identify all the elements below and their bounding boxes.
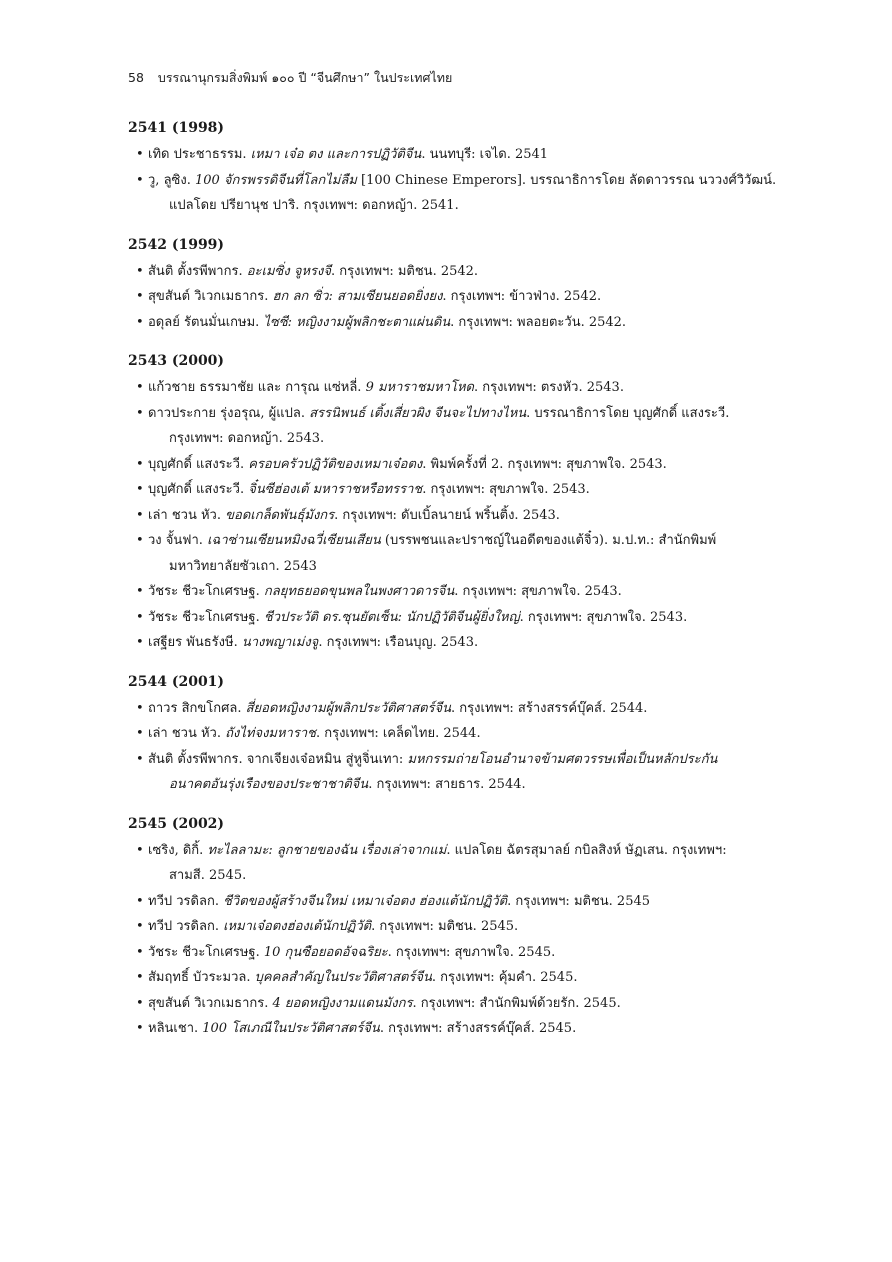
entry-title: 100 จักรพรรดิจีนที่โลกไม่ลืม [194,172,357,188]
entry-author: หลินเชา. [148,1021,203,1036]
bullet-icon: • [136,172,144,188]
entry-author: บุญศักดิ์ แสงระวี. [148,456,249,472]
entry-details-continued: มหาวิทยาลัยซัวเถา. 2543 [169,558,317,574]
entry-details: . กรุงเทพฯ: ข้าวฟ่าง. 2542. [442,289,602,304]
bullet-icon: • [136,533,144,548]
entry-line [148,457,667,472]
entry-title: ฮก ลก ซิ่ว: สามเซียนยอดยิ่งยง [272,289,443,304]
entry-line [148,919,518,934]
entry-line [148,508,560,523]
entry-line [148,752,717,767]
bibliography-entry [128,503,778,529]
entry-title: 100 โสเภณีในประวัติศาสตร์จีน [202,1021,380,1036]
bibliography-entry [128,375,778,401]
entry-title: นางพญาเม่งจู [241,635,319,650]
entry-details: . กรุงเทพฯ: สำนักพิมพ์ด้วยรัก. 2545. [412,995,621,1011]
entry-line [148,970,577,985]
bibliography-entry [128,401,778,452]
entry-title: ชีวิตของผู้สร้างจีนใหม่ เหมาเจ๋อตง ฮ่องแต้นักปฏิวัติ [223,893,508,909]
bullet-icon: • [136,919,144,934]
entry-details-continued: แปลโดย ปรียานุช ปาริ. กรุงเทพฯ: ดอกหญ้า. 2541. [169,198,459,213]
entry-author: เล่า ชวน หัว. [148,726,226,741]
entry-details: . กรุงเทพฯ: สร้างสรรค์บุ๊คส์. 2545. [379,1021,577,1036]
entry-line [148,945,555,960]
entry-author: วู, ลูซิง. [148,172,195,188]
bullet-icon: • [136,609,144,625]
entry-author: สัมฤทธิ์ บัวระมวล. [148,970,255,985]
entry-author: สันติ ตั้งรพีพากร. จากเจียงเจ๋อหมิน สู่หูจิ่นเทา: [148,751,408,767]
entry-author: เซริง, ดิกิ้. [148,842,208,858]
entry-line [148,406,729,421]
entry-title: ไซซี: หญิงงามผู้พลิกชะตาแผ่นดิน [263,314,451,330]
entry-author: เทิด ประชาธรรม. [148,147,251,162]
entry-details: . กรุงเทพฯ: คุ้มคำ. 2545. [431,970,578,985]
entry-line [148,289,601,304]
entry-details: . กรุงเทพฯ: มติชน. 2542. [330,263,479,279]
bullet-icon: • [136,507,144,523]
entry-author: วัชระ ชีวะโกเศรษฐ. [148,944,264,960]
bibliography-entry [128,1016,778,1042]
bullet-icon: • [136,842,144,858]
entry-line [148,894,650,909]
bibliography-entry [128,579,778,605]
entry-title: จิ๋นซีฮ่องเต้ มหาราชหรือทรราช [248,482,423,497]
bullet-icon: • [136,893,144,909]
entry-author: สุขสันต์ วิเวกเมธากร. [148,289,273,304]
entry-continuation [148,554,778,580]
entry-line [148,380,624,395]
year-heading: 2545 (2002) [128,815,225,832]
entry-line [148,726,481,741]
entry-line [148,1021,576,1036]
entry-title: เหมา เจ๋อ ตง และการปฏิวัติจีน [250,147,422,162]
entry-title: สี่ยอดหญิงงามผู้พลิกประวัติศาสตร์จีน [245,700,452,716]
entry-details: . แปลโดย ฉัตรสุมาลย์ กบิลสิงห์ ษัฏเสน. กรุงเทพฯ: [446,842,727,858]
entry-details: . กรุงเทพฯ: เรือนบุญ. 2543. [318,635,479,650]
bibliography-entry [128,528,778,579]
entry-line [148,635,478,650]
year-section [128,814,778,1042]
bibliography-entry [128,284,778,310]
year-heading: 2544 (2001) [128,673,225,690]
entry-title: กลยุทธยอดขุนพลในพงศาวดารจีน [263,584,455,599]
entry-details: . กรุงเทพฯ: มติชน. 2545 [507,893,651,909]
bibliography-entry [128,168,778,219]
entry-continuation [148,193,778,219]
entry-line [148,173,776,188]
bullet-icon: • [136,944,144,960]
entry-author: สุขสันต์ วิเวกเมธากร. [148,995,273,1011]
entry-author: ทวีป วรดิลก. [148,893,224,909]
bullet-icon: • [136,289,144,304]
bullet-icon: • [136,751,144,767]
entry-details: . กรุงเทพฯ: สายธาร. 2544. [368,777,526,792]
bullet-icon: • [136,970,144,985]
entry-author: สันติ ตั้งรพีพากร. [148,263,247,279]
entry-continuation [148,772,778,798]
entry-title: 4 ยอดหญิงงามแดนมังกร [272,995,413,1011]
entry-details: . กรุงเทพฯ: เคล็ดไทย. 2544. [315,726,481,741]
bullet-icon: • [136,726,144,741]
bibliography-entry [128,747,778,798]
entry-title: สรรนิพนธ์ เติ้งเสี่ยวผิง จีนจะไปทางไหน [309,405,527,421]
entry-author: วัชระ ชีวะโกเศรษฐ. [148,609,264,625]
bibliography-entry [128,696,778,722]
entry-list [128,696,778,798]
entry-line [148,482,590,497]
entry-details: [100 Chinese Emperors]. บรรณาธิการโดย ลัดดาวรรณ นววงศ์วิวัฒน์. [356,172,777,188]
entry-title: เฉาซ่านเซียนหมิงฉวี่เซียนเสียน [207,533,381,548]
entry-details: . กรุงเทพฯ: สุขภาพใจ. 2543. [454,584,622,599]
bibliography-entry [128,838,778,889]
year-heading: 2541 (1998) [128,120,225,136]
bibliography-content [128,118,778,1058]
entry-line [148,996,621,1011]
entry-details: . กรุงเทพฯ: มติชน. 2545. [371,919,519,934]
entry-author: วง จั้นฟา. [148,533,208,548]
entry-line [148,584,622,599]
bibliography-entry [128,940,778,966]
entry-author: บุญศักดิ์ แสงระวี. [148,482,249,497]
entry-author: เสฐียร พันธรังษี. [148,635,242,650]
entry-author: ดาวประกาย รุ่งอรุณ, ผู้แปล. [148,405,310,421]
bibliography-entry [128,310,778,336]
entry-author: ทวีป วรดิลก. [148,919,224,934]
entry-continuation [148,426,778,452]
entry-details: . กรุงเทพฯ: สุขภาพใจ. 2543. [422,482,590,497]
bullet-icon: • [136,456,144,472]
entry-details: . กรุงเทพฯ: พลอยตะวัน. 2542. [450,314,627,330]
bullet-icon: • [136,314,144,330]
bullet-icon: • [136,1021,144,1036]
entry-line [148,315,626,330]
bibliography-entry [128,965,778,991]
entry-line [148,610,687,625]
year-heading: 2542 (1999) [128,236,225,253]
entry-title: อะเมซิ่ง จูหรงจี [246,263,331,279]
entry-list [128,142,778,219]
entry-line [148,533,716,548]
entry-details: . กรุงเทพฯ: สุขภาพใจ. 2543. [519,609,688,625]
entry-details: (บรรพชนและปราชญ์ในอดีตของแต้จิ๋ว). ม.ป.ท.: สำนักพิมพ์ [380,533,717,548]
entry-details-continued: กรุงเทพฯ: ดอกหญ้า. 2543. [169,431,325,446]
bibliography-entry [128,477,778,503]
entry-title: ชีวประวัติ ดร.ซุนยัตเซ็น: นักปฏิวัติจีนผู้ยิ่งใหญ่ [263,609,520,625]
entry-title: 9 มหาราชมหาโหด [365,380,474,395]
bibliography-entry [128,142,778,168]
bibliography-entry [128,452,778,478]
entry-details: . กรุงเทพฯ: ตรงหัว. 2543. [473,380,624,395]
bullet-icon: • [136,147,144,162]
entry-details-continued: สามสี. 2545. [169,868,247,883]
entry-author: ถาวร สิกขโกศล. [148,700,246,716]
bullet-icon: • [136,405,144,421]
bibliography-entry [128,914,778,940]
bullet-icon: • [136,263,144,279]
entry-author: อดุลย์ รัตนมั่นเกษม. [148,314,264,330]
year-section [128,672,778,798]
entry-list [128,375,778,656]
entry-line [148,264,478,279]
entry-title: มหกรรมถ่ายโอนอำนาจข้ามศตวรรษเพื่อเป็นหลักประกัน [407,751,718,767]
bullet-icon: • [136,482,144,497]
entry-details: . พิมพ์ครั้งที่ 2. กรุงเทพฯ: สุขภาพใจ. 2543. [422,456,667,472]
entry-author: แก้วชาย ธรรมาชัย และ การุณ แซ่หลี่. [148,380,366,395]
entry-title: ทะไลลามะ: ลูกชายของฉัน เรื่องเล่าจากแม่ [207,842,447,858]
running-head-title: บรรณานุกรมสิ่งพิมพ์ ๑๐๐ ปี “จีนศึกษา” ในประเทศไทย [157,70,453,85]
entry-line [148,843,727,858]
entry-details: . กรุงเทพฯ: ดับเบิ้ลนายน์ พริ้นติ้ง. 2543. [334,507,560,523]
entry-details: . กรุงเทพฯ: สร้างสรรค์บุ๊คส์. 2544. [451,700,648,716]
year-section [128,351,778,656]
entry-title-continued: อนาคตอันรุ่งเรืองของประชาชาติจีน [169,777,369,792]
bibliography-entry [128,721,778,747]
bullet-icon: • [136,635,144,650]
entry-title: ครอบครัวปฏิวัติของเหมาเจ๋อตง [248,456,423,472]
page-number: 58 [128,70,144,85]
bullet-icon: • [136,700,144,716]
bullet-icon: • [136,380,144,395]
bibliography-entry [128,889,778,915]
bibliography-entry [128,259,778,285]
year-section [128,118,778,219]
entry-line [148,701,647,716]
entry-title: ขอดเกล็ดพันธุ์มังกร [225,507,335,523]
bibliography-entry [128,605,778,631]
bibliography-entry [128,630,778,656]
entry-line [148,147,548,162]
entry-title: 10 กุนซือยอดอัจฉริยะ [263,944,388,960]
bullet-icon: • [136,995,144,1011]
year-section [128,235,778,336]
running-head [128,68,452,88]
entry-title: บุคคลสำคัญในประวัติศาสตร์จีน [254,970,432,985]
entry-list [128,259,778,336]
entry-author: เล่า ชวน หัว. [148,507,226,523]
entry-details: . กรุงเทพฯ: สุขภาพใจ. 2545. [387,944,556,960]
entry-details: . นนทบุรี: เจได. 2541 [421,147,549,162]
entry-details: . บรรณาธิการโดย บุญศักดิ์ แสงระวี. [526,405,730,421]
entry-title: เหมาเจ๋อตงฮ่องเต้นักปฏิวัติ [223,919,372,934]
entry-list [128,838,778,1042]
entry-title: ถังไท่จงมหาราช [225,726,316,741]
year-heading: 2543 (2000) [128,353,225,369]
entry-author: วัชระ ชีวะโกเศรษฐ. [148,584,264,599]
bullet-icon: • [136,584,144,599]
bibliography-entry [128,991,778,1017]
entry-continuation [148,863,778,889]
